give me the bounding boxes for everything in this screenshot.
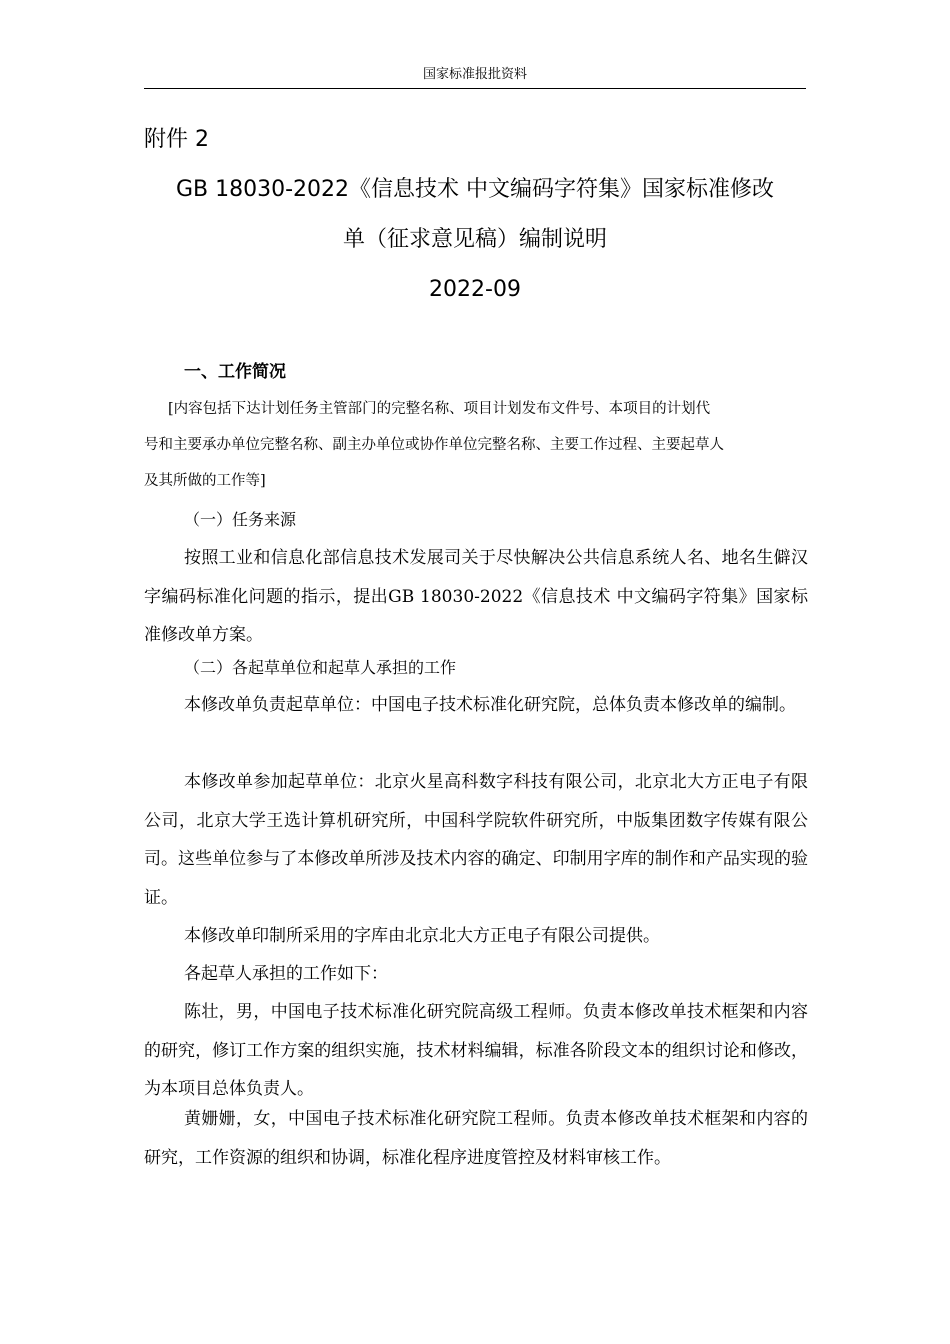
- paragraph-lead-unit: 本修改单负责起草单位：中国电子技术标准化研究院，总体负责本修改单的编制。: [184, 695, 796, 715]
- document-title-line2: 单（征求意见稿）编制说明: [342, 227, 607, 252]
- paragraph-drafter-huang: 黄姗姗，女，中国电子技术标准化研究院工程师。负责本修改单技术框架和内容的研究，工作资源的组织和协调，标准化程序进度管控及材料审核工作。: [144, 1109, 808, 1168]
- instruction-note-line2: 号和主要承办单位完整名称、副主办单位或协作单位完整名称、主要工作过程、主要起草人: [144, 437, 724, 453]
- instruction-note-line1: [内容包括下达计划任务主管部门的完整名称、项目计划发布文件号、本项目的计划代: [168, 401, 711, 417]
- document-date: 2022-09: [429, 277, 521, 302]
- paragraph-font-provider: 本修改单印制所采用的字库由北京北大方正电子有限公司提供。: [184, 926, 660, 946]
- paragraph-task-source: 按照工业和信息化部信息技术发展司关于尽快解决公共信息系统人名、地名生僻汉字编码标准化问题的指示，提出GB 18030-2022《信息技术 中文编码字符集》国家标准修改单方案。: [144, 548, 808, 645]
- paragraph-drafters-intro: 各起草人承担的工作如下：: [184, 964, 388, 984]
- subsection-heading-task-source: （一）任务来源: [184, 510, 297, 529]
- attachment-label: 附件 2: [144, 127, 209, 152]
- header-rule: [144, 88, 806, 89]
- instruction-note-line3: 及其所做的工作等]: [144, 473, 266, 489]
- document-title-line1: GB 18030-2022《信息技术 中文编码字符集》国家标准修改: [175, 177, 775, 202]
- running-header: 国家标准报批资料: [422, 67, 527, 82]
- subsection-heading-drafters: （二）各起草单位和起草人承担的工作: [184, 658, 457, 677]
- section-heading-work-overview: 一、工作简况: [184, 362, 286, 382]
- paragraph-participating-units: 本修改单参加起草单位：北京火星高科数字科技有限公司，北京北大方正电子有限公司，北京大学王选计算机研究所，中国科学院软件研究所，中版集团数字传媒有限公司。这些单位参与了本修改单所涉及技术内容的确定、印制用字库的制作和产品实现的验证。: [144, 772, 808, 908]
- paragraph-drafter-chen: 陈壮，男，中国电子技术标准化研究院高级工程师。负责本修改单技术框架和内容的研究，修订工作方案的组织实施，技术材料编辑，标准各阶段文本的组织讨论和修改，为本项目总体负责人。: [144, 1002, 808, 1099]
